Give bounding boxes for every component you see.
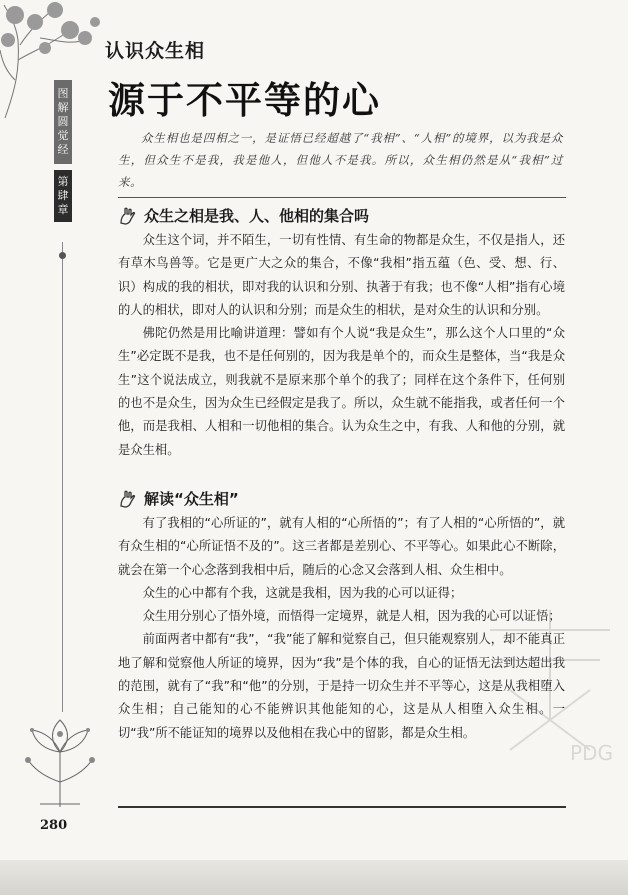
body-paragraph: 众生的心中都有个我，这就是我相，因为我的心可以证得；: [142, 585, 463, 600]
lotus-illustration: [20, 712, 100, 812]
side-tab: [54, 80, 72, 240]
watermark: [470, 600, 628, 800]
body-paragraph: 众生用分别心了悟外境，而悟得一定境界，就是人相，因为我的心可以证悟；: [142, 609, 561, 624]
side-tab-char: 肆: [57, 189, 69, 202]
side-tab-char: 图: [57, 87, 69, 100]
side-rule: [62, 242, 63, 712]
hand-icon: [118, 489, 138, 509]
section-heading-text: 解读“众生相”: [144, 490, 239, 508]
section-heading-text: 众生之相是我、人、他相的集合吗: [144, 207, 370, 225]
side-tab-char: 觉: [57, 129, 69, 142]
side-tab-book-title: [54, 80, 72, 164]
section-body: [118, 229, 565, 462]
intro-paragraph: 众生相也是四相之一，是证悟已经超越了“我相”、“人相”的境界，以为我是众生，但众生不是我，我是他人，但他人不是我。所以，众生相仍然是从“我相”过来。: [118, 131, 563, 189]
body-paragraph: 前面两者中都有“我”，“我”能了解和觉察自己，但只能观察别人，却不能真正地了解和觉察他人所证的境界，因为“我”是个体的我，自心的证悟无法到达超出我的范围，就有了“我”和“他”的分别，于是持一切众生并不平等心，这是从我相堕入众生相；自己能知的心不能辨识其他能知的心，这是从人相堕入众生相。一切“我”所不能证知的境界以及他相在我心中的留影，都是众生相。: [118, 632, 565, 740]
page-number: 280: [40, 818, 68, 833]
side-tab-char: 经: [57, 143, 69, 156]
side-tab-char: 圆: [57, 115, 69, 128]
body-paragraph: 有了我相的“心所证的”，就有人相的“心所悟的”；有了人相的“心所悟的”，就有众生相的“心所证悟不及的”。这三者都是差别心、不平等心。如果此心不断除，就会在第一个心念落到我相中后，随后的心念又会落到人相、众生相中。: [118, 516, 565, 577]
body-paragraph: 佛陀仍然是用比喻讲道理：譬如有个人说“我是众生”，那么这个人口里的“众生”必定既不是我，也不是任何别的，因为我是单个的，而众生是整体，当“我是众生”这个说法成立，则我就不是原来那个单个的我了；同样在这个条件下，任何别的也不是众生，因为众生已经假定是我了。所以，众生就不能指我，或者任何一个他，而是我相、人相和一切他相的集合。认为众生之中，有我、人和他的分别，就是众生相。: [118, 326, 565, 457]
side-tab-char: 解: [57, 101, 69, 114]
chapter-kicker: 认识众生相: [105, 40, 206, 62]
body-paragraph: 众生这个词，并不陌生，一切有性情、有生命的物都是众生，不仅是指人，还有草木鸟兽等。它是更广大之众的集合，不像“我相”指五蕴（色、受、想、行、识）构成的我的相状，即对我的认识和分别、执著于有我；也不像“人相”指有心境的人的相状，即对人的认识和分别；而是众生的相状，是对众生的认识和分别。: [118, 233, 565, 317]
side-tab-chapter: [54, 170, 72, 222]
bottom-divider: [118, 806, 566, 808]
section-heading: [118, 488, 239, 509]
watermark-text: PDG: [570, 741, 613, 765]
section-heading: [118, 205, 369, 226]
intro-divider: [118, 197, 566, 198]
hand-icon: [118, 206, 138, 226]
scan-edge: [0, 860, 628, 895]
side-tab-char: 第: [57, 175, 69, 188]
side-tab-char: 章: [57, 203, 69, 216]
side-rule-dot: [59, 252, 66, 259]
page-title: 源于不平等的心: [108, 78, 381, 122]
